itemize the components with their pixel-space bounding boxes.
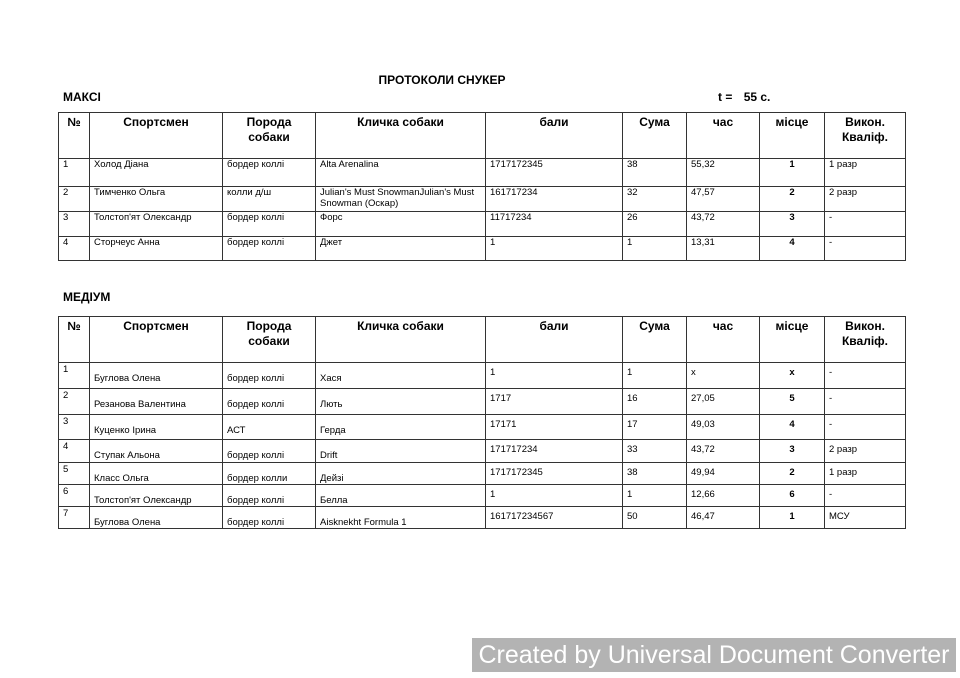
sum-cell: 1 (623, 363, 687, 389)
time-limit (718, 90, 770, 104)
points-cell: 161717234 (486, 187, 623, 212)
dog-breed-cell: бордер колли (223, 463, 316, 485)
row-number-cell: 3 (59, 212, 90, 237)
points-cell: 1717 (486, 389, 623, 415)
dog-name-cell: Хася (316, 363, 486, 389)
header-athlete: Спортсмен (90, 317, 223, 363)
table-row (59, 440, 906, 463)
sum-cell: 50 (623, 507, 687, 529)
dog-breed-cell: бордер коллі (223, 363, 316, 389)
time-limit-value: 55 с. (743, 90, 771, 104)
dog-breed-cell: колли д/ш (223, 187, 316, 212)
header-time: час (687, 317, 760, 363)
header-breed: Порода собаки (223, 317, 316, 363)
points-cell: 161717234567 (486, 507, 623, 529)
sum-cell: 32 (623, 187, 687, 212)
table-row (59, 159, 906, 187)
run-time-cell: 46,47 (687, 507, 760, 529)
watermark-banner: Created by Universal Document Converter (472, 638, 956, 672)
header-dog-name: Кличка собаки (316, 113, 486, 159)
run-time-cell: 47,57 (687, 187, 760, 212)
table-row (59, 415, 906, 440)
athlete-name-cell: Класс Ольга (90, 463, 223, 485)
dog-breed-cell: бордер коллі (223, 440, 316, 463)
run-time-cell: 27,05 (687, 389, 760, 415)
dog-breed-cell: АСТ (223, 415, 316, 440)
points-cell: 171717234 (486, 440, 623, 463)
points-cell: 11717234 (486, 212, 623, 237)
table-row (59, 363, 906, 389)
sum-cell: 33 (623, 440, 687, 463)
sum-cell: 16 (623, 389, 687, 415)
row-number-cell: 6 (59, 485, 90, 507)
dog-breed-cell: бордер коллі (223, 485, 316, 507)
run-time-cell: 55,32 (687, 159, 760, 187)
athlete-name-cell: Толстоп'ят Олександр (90, 485, 223, 507)
document-title: ПРОТОКОЛИ СНУКЕР (378, 73, 506, 87)
athlete-name-cell: Куценко Ірина (90, 415, 223, 440)
athlete-name-cell: Сторчеус Анна (90, 237, 223, 261)
row-number-cell: 4 (59, 440, 90, 463)
dog-name-cell: Дейзі (316, 463, 486, 485)
row-number-cell: 7 (59, 507, 90, 529)
place-cell: 2 (760, 187, 825, 212)
dog-name-cell: Лють (316, 389, 486, 415)
dog-breed-cell: бордер коллі (223, 212, 316, 237)
athlete-name-cell: Холод Діана (90, 159, 223, 187)
dog-breed-cell: бордер коллі (223, 237, 316, 261)
place-cell: 2 (760, 463, 825, 485)
place-cell: 3 (760, 440, 825, 463)
table-header-row (59, 317, 906, 363)
run-time-cell: 43,72 (687, 212, 760, 237)
qualification-cell: 2 разр (825, 187, 906, 212)
qualification-cell: 1 разр (825, 463, 906, 485)
place-cell: 3 (760, 212, 825, 237)
qualification-cell: МСУ (825, 507, 906, 529)
qualification-cell: - (825, 212, 906, 237)
header-number: № (59, 317, 90, 363)
row-number-cell: 1 (59, 159, 90, 187)
row-number-cell: 4 (59, 237, 90, 261)
athlete-name-cell: Буглова Олена (90, 363, 223, 389)
header-place: місце (760, 113, 825, 159)
row-number-cell: 2 (59, 389, 90, 415)
table-row (59, 485, 906, 507)
results-table-maxi (58, 112, 906, 261)
dog-name-cell: Julian's Must SnowmanJulian's Must Snowman (Оскар) (316, 187, 486, 212)
place-cell: 4 (760, 415, 825, 440)
place-cell: 6 (760, 485, 825, 507)
athlete-name-cell: Толстоп'ят Олександр (90, 212, 223, 237)
qualification-cell: - (825, 389, 906, 415)
run-time-cell: 13,31 (687, 237, 760, 261)
points-cell: 1 (486, 363, 623, 389)
row-number-cell: 3 (59, 415, 90, 440)
header-athlete: Спортсмен (90, 113, 223, 159)
points-cell: 1 (486, 485, 623, 507)
time-limit-label: t = (718, 90, 733, 104)
athlete-name-cell: Тимченко Ольга (90, 187, 223, 212)
sum-cell: 1 (623, 237, 687, 261)
athlete-name-cell: Ступак Альона (90, 440, 223, 463)
dog-name-cell: Aisknekht Formula 1 (316, 507, 486, 529)
qualification-cell: - (825, 363, 906, 389)
place-cell: 1 (760, 507, 825, 529)
place-cell: 4 (760, 237, 825, 261)
points-cell: 1 (486, 237, 623, 261)
run-time-cell: 49,94 (687, 463, 760, 485)
run-time-cell: 43,72 (687, 440, 760, 463)
table-row (59, 237, 906, 261)
athlete-name-cell: Резанова Валентина (90, 389, 223, 415)
dog-name-cell: Герда (316, 415, 486, 440)
qualification-cell: - (825, 415, 906, 440)
dog-name-cell: Drift (316, 440, 486, 463)
qualification-cell: 2 разр (825, 440, 906, 463)
row-number-cell: 5 (59, 463, 90, 485)
header-qualification: Викон. Кваліф. (825, 113, 906, 159)
row-number-cell: 2 (59, 187, 90, 212)
table-row (59, 212, 906, 237)
dog-name-cell: Джет (316, 237, 486, 261)
header-place: місце (760, 317, 825, 363)
section-title-maxi: МАКСІ (63, 90, 101, 104)
dog-name-cell: Alta Arenalina (316, 159, 486, 187)
section-title-medium: МЕДІУМ (63, 290, 111, 304)
sum-cell: 38 (623, 463, 687, 485)
points-cell: 1717172345 (486, 159, 623, 187)
run-time-cell: 12,66 (687, 485, 760, 507)
header-qualification: Викон. Кваліф. (825, 317, 906, 363)
table-row (59, 463, 906, 485)
dog-name-cell: Форс (316, 212, 486, 237)
sum-cell: 17 (623, 415, 687, 440)
table-row (59, 187, 906, 212)
points-cell: 17171 (486, 415, 623, 440)
table-body-maxi (59, 159, 906, 261)
place-cell: х (760, 363, 825, 389)
table-body-medium (59, 363, 906, 529)
header-time: час (687, 113, 760, 159)
table-row (59, 507, 906, 529)
dog-breed-cell: бордер коллі (223, 389, 316, 415)
run-time-cell: х (687, 363, 760, 389)
qualification-cell: - (825, 237, 906, 261)
dog-breed-cell: бордер коллі (223, 507, 316, 529)
place-cell: 1 (760, 159, 825, 187)
athlete-name-cell: Буглова Олена (90, 507, 223, 529)
place-cell: 5 (760, 389, 825, 415)
sum-cell: 26 (623, 212, 687, 237)
dog-name-cell: Белла (316, 485, 486, 507)
run-time-cell: 49,03 (687, 415, 760, 440)
dog-breed-cell: бордер коллі (223, 159, 316, 187)
qualification-cell: 1 разр (825, 159, 906, 187)
table-row (59, 389, 906, 415)
header-dog-name: Кличка собаки (316, 317, 486, 363)
header-number: № (59, 113, 90, 159)
table-header-row (59, 113, 906, 159)
header-points: бали (486, 317, 623, 363)
sum-cell: 1 (623, 485, 687, 507)
results-table-medium (58, 316, 906, 529)
header-breed: Порода собаки (223, 113, 316, 159)
header-sum: Сума (623, 113, 687, 159)
header-points: бали (486, 113, 623, 159)
qualification-cell: - (825, 485, 906, 507)
sum-cell: 38 (623, 159, 687, 187)
row-number-cell: 1 (59, 363, 90, 389)
header-sum: Сума (623, 317, 687, 363)
points-cell: 1717172345 (486, 463, 623, 485)
